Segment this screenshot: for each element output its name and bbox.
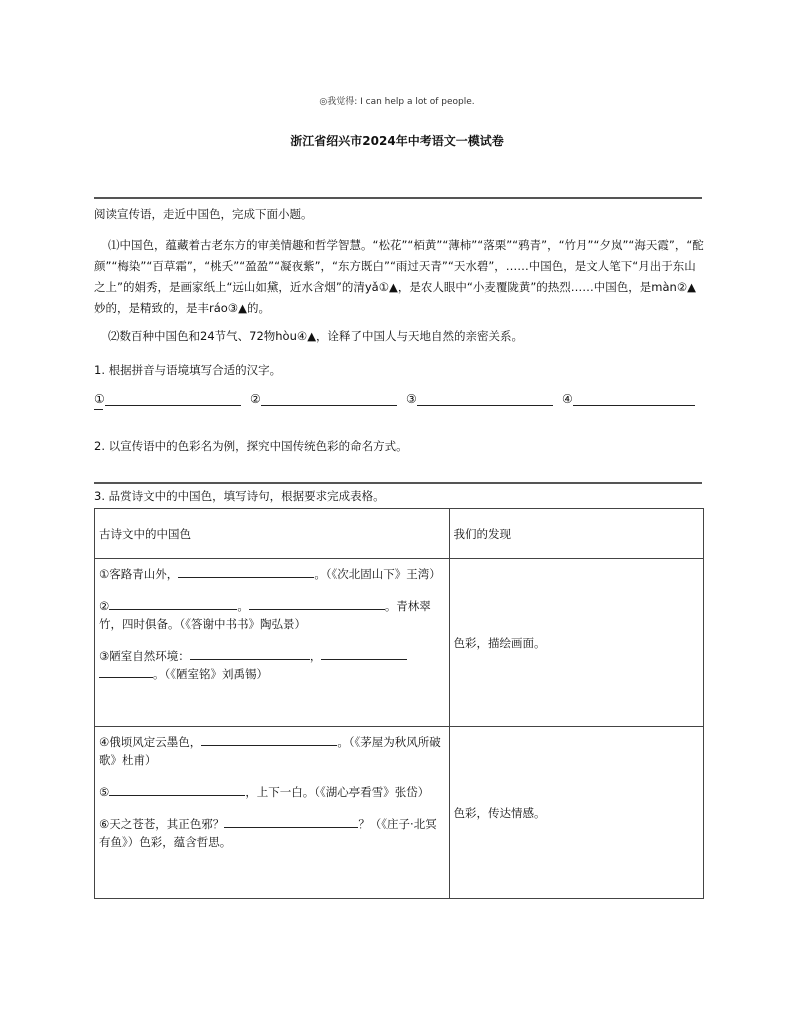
blank-3-line[interactable]	[417, 392, 553, 406]
blank-1-label: ①	[94, 392, 105, 406]
poem-text: ④俄顷风定云墨色，	[99, 735, 202, 749]
poem-text: ，	[309, 649, 322, 663]
divider	[94, 482, 702, 484]
poem-text: ②	[99, 599, 110, 613]
blank-1-line[interactable]	[105, 392, 241, 406]
poem-text: ⑥天之苍苍，其正色邪？	[99, 817, 225, 831]
fill-blank[interactable]	[109, 597, 237, 610]
divider	[94, 197, 702, 199]
table-cell-finding-2: 色彩，传达情感。	[449, 727, 704, 899]
page-title: 浙江省绍兴市2024年中考语文一模试卷	[290, 134, 504, 148]
fill-blank[interactable]	[99, 665, 153, 678]
table-cell-poems-2	[95, 727, 450, 899]
poem-text: 。（《茅屋为秋风所破歌》杜甫）	[99, 735, 441, 767]
fill-blank[interactable]	[249, 597, 385, 610]
fill-blank[interactable]	[109, 783, 245, 796]
question-1: 1. 根据拼音与语境填写合适的汉字。	[94, 363, 282, 377]
header-note: ◎我觉得: I can help a lot of people.	[319, 97, 475, 107]
blank-2-line[interactable]	[261, 392, 397, 406]
fill-blank[interactable]	[178, 565, 314, 578]
table-header-row	[95, 509, 704, 559]
blank-4[interactable]	[562, 392, 695, 406]
poem-item-4	[99, 733, 446, 769]
passage-paragraph-1: ⑴中国色，蕴藏着古老东方的审美情趣和哲学智慧。“松花”“栢黄”“薄柿”“落栗”“鸦青”，“竹月”“夕岚”“海天霞”，“酡颜”“梅染”“百草霜”，“桃夭”“盈盈”“凝夜紫”，“东方既白”“雨过天青”“天水碧”，……中国色，是文人笔下“月出于东山之上”的娟秀，是画家纸上“远山如黛，近水含烟”的清yǎ①▲，是农人眼中“小麦覆陇黄”的热烈……中国色，是màn②▲妙的，是精致的，是丰ráo③▲的。	[94, 238, 704, 315]
fill-blank[interactable]	[224, 815, 358, 828]
table-header-left: 古诗文中的中国色	[95, 509, 450, 559]
fill-blank[interactable]	[321, 647, 407, 660]
reading-intro: 阅读宣传语，走近中国色，完成下面小题。	[94, 207, 313, 221]
blank-3-label: ③	[406, 392, 417, 406]
table-cell-finding-1: 色彩，描绘画面。	[449, 559, 704, 727]
poem-text: 。（《陋室铭》刘禹锡）	[153, 667, 268, 681]
poem-text: 。	[237, 599, 249, 613]
table-header-right: 我们的发现	[449, 509, 704, 559]
table-cell-poems-1	[95, 559, 450, 727]
poem-item-6	[99, 815, 446, 851]
blank-2[interactable]	[250, 392, 397, 406]
poem-item-1	[99, 565, 446, 583]
blank-4-line[interactable]	[573, 392, 695, 406]
poem-item-3	[99, 647, 446, 683]
blank-1[interactable]	[94, 392, 241, 406]
blank-4-continuation	[94, 409, 103, 410]
answer-blanks	[94, 392, 704, 426]
passage-paragraph-2: ⑵数百种中国色和24节气、72物hòu④▲，诠释了中国人与天地自然的亲密关系。	[108, 329, 524, 343]
blank-3[interactable]	[406, 392, 553, 406]
poem-text: ⑤	[99, 785, 110, 799]
fill-blank[interactable]	[201, 733, 337, 746]
poem-text: ①客路青山外，	[99, 567, 179, 581]
table-row	[95, 559, 704, 727]
poem-text: ③陋室自然环境：	[99, 649, 190, 663]
table-row	[95, 727, 704, 899]
poem-text: 。青林翠竹，四时俱备。（《答谢中书书》陶弘景）	[99, 599, 431, 631]
fill-blank[interactable]	[190, 647, 310, 660]
poem-text: 。（《次北固山下》王湾）	[314, 567, 441, 581]
question-2: 2. 以宣传语中的色彩名为例，探究中国传统色彩的命名方式。	[94, 439, 408, 453]
poem-item-5	[99, 783, 446, 801]
blank-2-label: ②	[250, 392, 261, 406]
poem-item-2	[99, 597, 446, 633]
poem-text: ，上下一白。（《湖心亭看雪》张岱）	[245, 785, 430, 799]
poem-text: ？（《庄子·北冥有鱼》）色彩，蕴含哲思。	[99, 817, 437, 849]
question-3: 3. 品赏诗文中的中国色，填写诗句，根据要求完成表格。	[94, 489, 385, 503]
poetry-table	[94, 508, 704, 899]
blank-4-label: ④	[562, 392, 573, 406]
